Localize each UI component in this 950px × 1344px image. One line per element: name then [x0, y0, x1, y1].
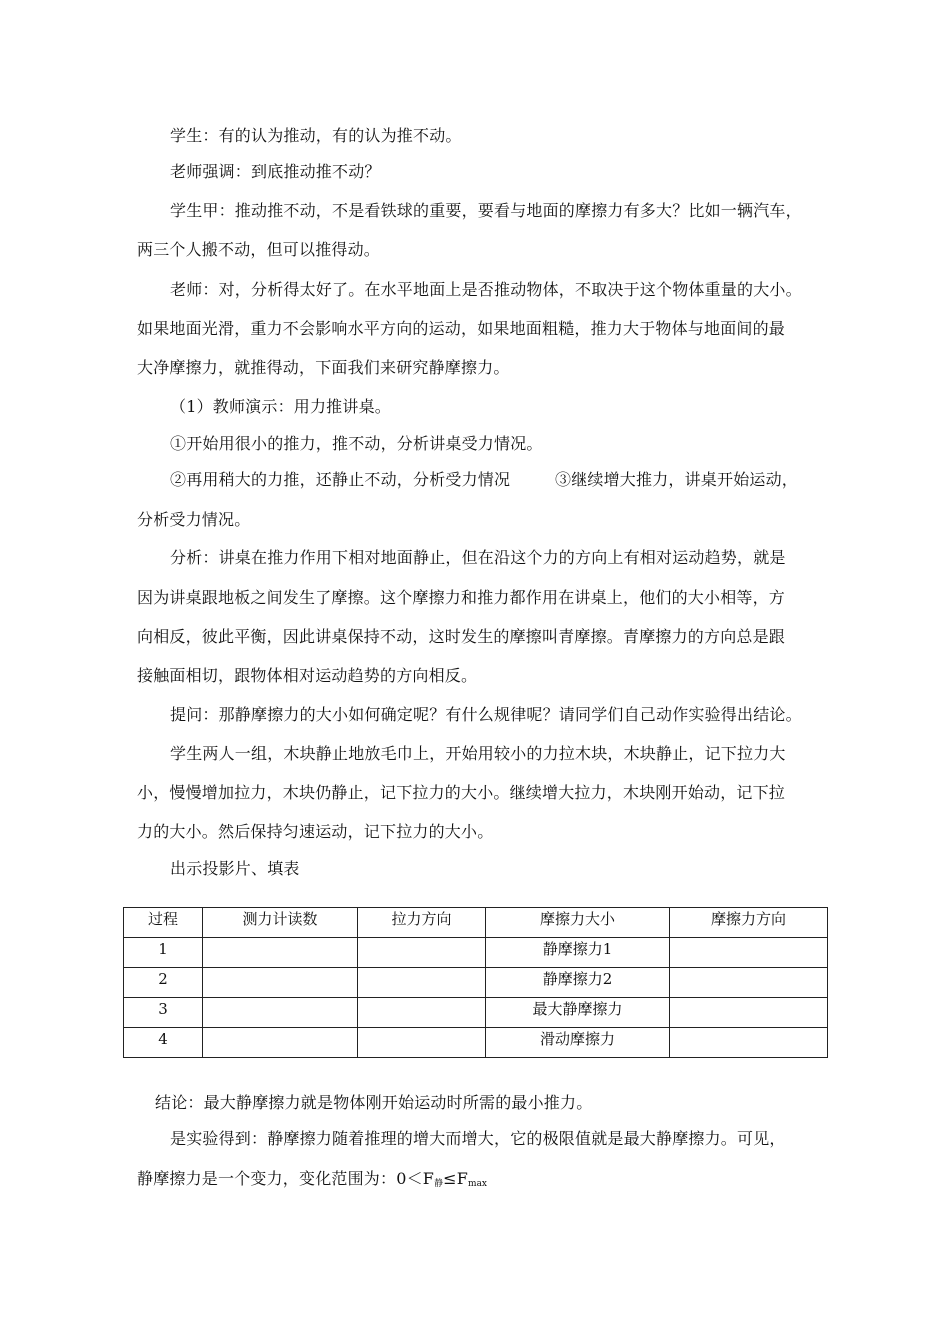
- table-cell: [670, 1028, 828, 1058]
- paragraph-teacher-line2: 如果地面光滑，重力不会影响水平方向的运动，如果地面粗糙，推力大于物体与地面间的最: [137, 319, 786, 338]
- table-cell: [203, 1028, 358, 1058]
- table-cell: 滑动摩擦力: [486, 1028, 670, 1058]
- paragraph-demo-step3-cont: 分析受力情况。: [137, 510, 251, 529]
- paragraph-conclusion: 结论：最大静摩擦力就是物体刚开始运动时所需的最小推力。: [155, 1093, 593, 1112]
- table-cell: [670, 968, 828, 998]
- paragraph-student-a-line1: 学生甲：推动推不动，不是看铁球的重要，要看与地面的摩擦力有多大？比如一辆汽车，: [170, 201, 802, 220]
- table-cell: 4: [124, 1028, 203, 1058]
- result-line2-text: 静摩擦力是一个变力，变化范围为：0＜F: [137, 1169, 435, 1188]
- subscript-max: max: [468, 1179, 488, 1189]
- table-cell: [358, 938, 486, 968]
- paragraph-student-answer: 学生：有的认为推动，有的认为推不动。: [170, 126, 462, 145]
- table-cell: 静摩擦力1: [486, 938, 670, 968]
- table-cell: 2: [124, 968, 203, 998]
- paragraph-analysis-line2: 因为讲桌跟地板之间发生了摩擦。这个摩擦力和推力都作用在讲桌上，他们的大小相等，方: [137, 588, 786, 607]
- paragraph-experiment-line1: 学生两人一组，木块静止地放毛巾上，开始用较小的力拉木块，木块静止，记下拉力大: [170, 744, 786, 763]
- paragraph-teacher-line1: 老师：对，分析得太好了。在水平地面上是否推动物体，不取决于这个物体重量的大小。: [170, 280, 802, 299]
- paragraph-demo-step1: ①开始用很小的推力，推不动，分析讲桌受力情况。: [170, 434, 543, 453]
- table-header-cell: 拉力方向: [358, 908, 486, 938]
- table-row: [124, 998, 828, 1028]
- result-line2-le: ≤F: [443, 1169, 469, 1188]
- table-cell: [203, 938, 358, 968]
- table-cell: 1: [124, 938, 203, 968]
- table-header-row: [124, 908, 828, 938]
- subscript-static: 静: [434, 1179, 444, 1189]
- paragraph-analysis-line4: 接触面相切，跟物体相对运动趋势的方向相反。: [137, 666, 478, 685]
- table-cell: [203, 968, 358, 998]
- paragraph-analysis-line3: 向相反，彼此平衡，因此讲桌保持不动，这时发生的摩擦叫青摩擦。青摩擦力的方向总是跟: [137, 627, 786, 646]
- table-cell: 3: [124, 998, 203, 1028]
- table-cell: [670, 998, 828, 1028]
- table-row: [124, 1028, 828, 1058]
- paragraph-experiment-line2: 小，慢慢增加拉力，木块仍静止，记下拉力的大小。继续增大拉力，木块刚开始动，记下拉: [137, 783, 786, 802]
- paragraph-result-line2: [137, 1169, 487, 1194]
- paragraph-student-a-line2: 两三个人搬不动，但可以推得动。: [137, 240, 381, 259]
- table-row: [124, 938, 828, 968]
- table-cell: [358, 1028, 486, 1058]
- table-cell: 静摩擦力2: [486, 968, 670, 998]
- table-cell: [203, 998, 358, 1028]
- friction-data-table: [123, 907, 828, 1058]
- table-cell: [358, 968, 486, 998]
- table-cell: [670, 938, 828, 968]
- paragraph-show-slides: 出示投影片、填表: [170, 859, 300, 878]
- table-header-cell: 测力计读数: [203, 908, 358, 938]
- table-cell: 最大静摩擦力: [486, 998, 670, 1028]
- paragraph-result-line1: 是实验得到：静摩擦力随着推理的增大而增大，它的极限值就是最大静摩擦力。可见，: [170, 1129, 786, 1148]
- paragraph-demo-title: （1）教师演示：用力推讲桌。: [170, 397, 391, 416]
- paragraph-demo-step2: ②再用稍大的力推，还静止不动，分析受力情况: [170, 470, 511, 489]
- paragraph-experiment-line3: 力的大小。然后保持匀速运动，记下拉力的大小。: [137, 822, 494, 841]
- paragraph-analysis-line1: 分析：讲桌在推力作用下相对地面静止，但在沿这个力的方向上有相对运动趋势，就是: [170, 548, 786, 567]
- table-header-cell: 摩擦力大小: [486, 908, 670, 938]
- paragraph-question: 提问：那静摩擦力的大小如何确定呢？有什么规律呢？请同学们自己动作实验得出结论。: [170, 705, 802, 724]
- table-header-cell: 过程: [124, 908, 203, 938]
- table-row: [124, 968, 828, 998]
- paragraph-demo-step3: ③继续增大推力，讲桌开始运动，: [555, 470, 799, 489]
- paragraph-teacher-emphasis: 老师强调：到底推动推不动？: [170, 162, 381, 181]
- table-cell: [358, 998, 486, 1028]
- paragraph-teacher-line3: 大净摩擦力，就推得动，下面我们来研究静摩擦力。: [137, 358, 510, 377]
- table-header-cell: 摩擦力方向: [670, 908, 828, 938]
